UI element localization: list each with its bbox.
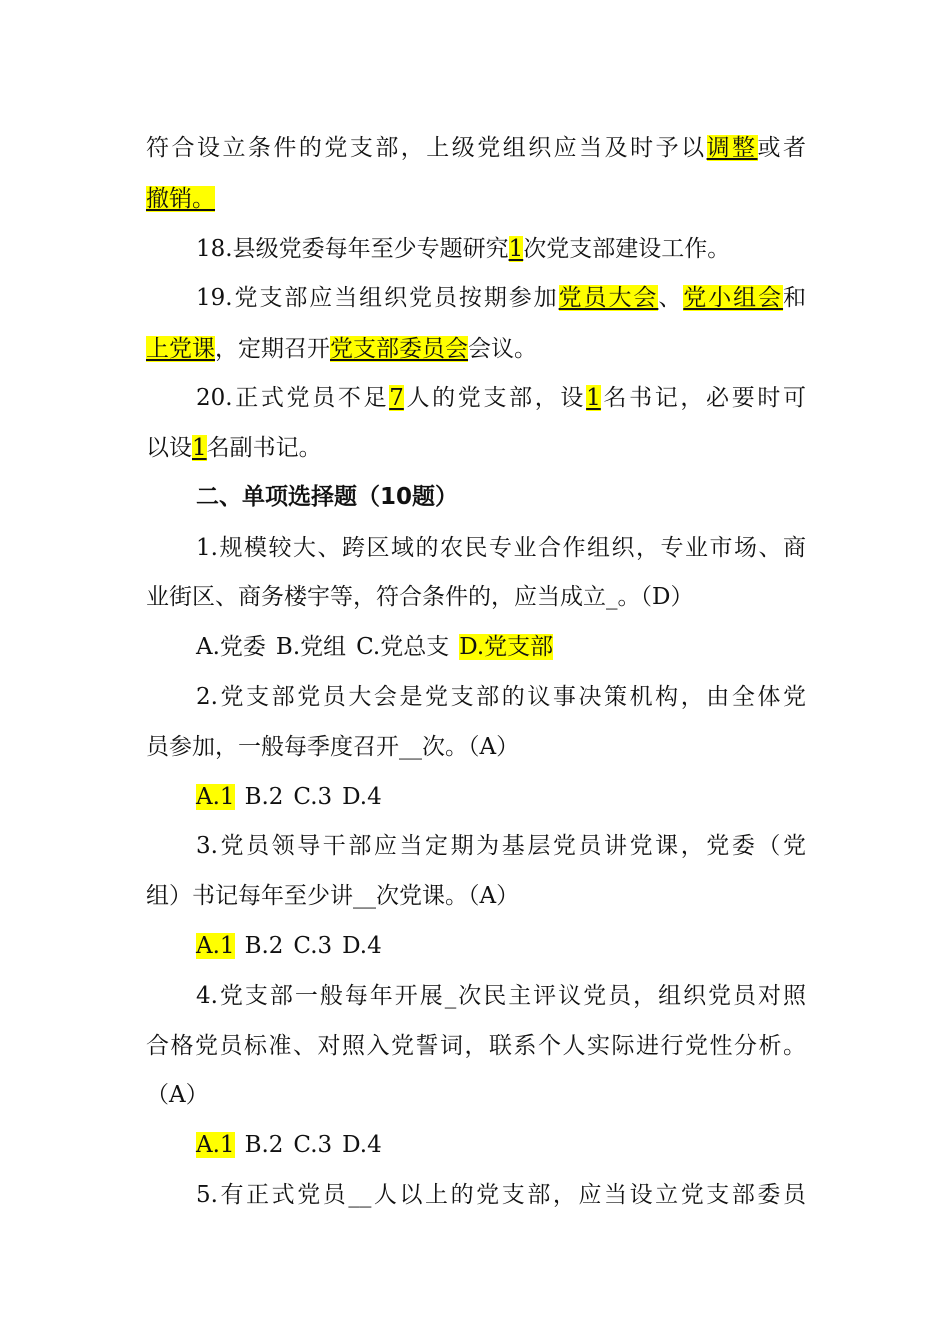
correct-option: A.1 — [196, 933, 235, 959]
option: B.2 — [244, 784, 284, 810]
question-1 — [196, 528, 806, 568]
question-3 — [196, 826, 806, 866]
question-19 — [196, 278, 806, 318]
answer-highlight: 党员大会 — [558, 285, 659, 311]
text-segment: 合格党员标准、对照入党誓词，联系个人实际进行党性分析。 — [146, 1033, 806, 1059]
text-segment: 、 — [658, 285, 684, 311]
text-line — [146, 428, 806, 468]
text-segment: 3.党员领导干部应当定期为基层党员讲党课，党委（党 — [196, 833, 806, 859]
text-segment: 以设 — [146, 435, 192, 461]
text-line — [146, 179, 806, 219]
answer-highlight: 撤销。 — [146, 186, 215, 212]
answer-highlight: 党小组会 — [683, 285, 784, 311]
option: D.4 — [342, 1132, 382, 1158]
answer-highlight: 7 — [389, 385, 404, 411]
text-line — [146, 1075, 806, 1115]
text-segment: 和 — [783, 285, 807, 311]
options-line — [196, 1125, 806, 1165]
text-segment: （A） — [146, 1082, 209, 1108]
text-segment: 组）书记每年至少讲__次党课。（A） — [146, 883, 520, 909]
text-segment: 18.县级党委每年至少专题研究 — [196, 236, 509, 262]
text-line — [146, 1026, 806, 1066]
text-segment: 业街区、商务楼宇等，符合条件的，应当成立_。（D） — [146, 584, 694, 610]
option: C.3 — [293, 933, 333, 959]
text-segment: 符合设立条件的党支部，上级党组织应当及时予以 — [146, 135, 707, 161]
text-line — [146, 329, 806, 369]
option: C.3 — [293, 784, 333, 810]
text-segment: 或者 — [757, 135, 807, 161]
option: D.4 — [342, 933, 382, 959]
text-segment: 名书记，必要时可 — [600, 385, 807, 411]
options-line — [196, 627, 806, 667]
text-segment: 人的党支部，设 — [403, 385, 587, 411]
correct-option: A.1 — [196, 784, 235, 810]
text-line — [146, 876, 806, 916]
option: B.党组 — [275, 634, 347, 660]
text-line — [146, 128, 806, 168]
text-segment: 次党支部建设工作。 — [523, 236, 731, 262]
option: C.党总支 — [356, 634, 450, 660]
question-18 — [196, 229, 806, 269]
options-line — [196, 777, 806, 817]
text-segment: 4.党支部一般每年开展_次民主评议党员，组织党员对照 — [196, 983, 806, 1009]
text-segment: 员参加，一般每季度召开__次。（A） — [146, 734, 520, 760]
question-20 — [196, 378, 806, 418]
heading-text: 二、单项选择题（10题） — [196, 484, 459, 510]
option: C.3 — [293, 1132, 333, 1158]
options-line — [196, 926, 806, 966]
text-segment: 5.有正式党员__人以上的党支部，应当设立党支部委员 — [196, 1182, 806, 1208]
answer-highlight: 1 — [508, 236, 524, 262]
answer-highlight: 上党课 — [146, 336, 215, 362]
text-segment: 名副书记。 — [206, 435, 322, 461]
option: B.2 — [244, 933, 284, 959]
answer-highlight: 调整 — [706, 135, 758, 161]
section-heading — [196, 477, 806, 517]
option: A.党委 — [196, 634, 266, 660]
text-segment: ，定期召开 — [215, 336, 330, 362]
text-segment: 2.党支部党员大会是党支部的议事决策机构，由全体党 — [196, 684, 806, 710]
text-line — [146, 577, 806, 617]
correct-option: D.党支部 — [459, 634, 554, 660]
answer-highlight: 党支部委员会 — [330, 336, 468, 362]
text-segment: 会议。 — [468, 336, 537, 362]
text-segment: 20.正式党员不足 — [196, 385, 390, 411]
text-line — [146, 727, 806, 767]
text-segment: 1.规模较大、跨区域的农民专业合作组织，专业市场、商 — [196, 535, 806, 561]
question-2 — [196, 677, 806, 717]
question-4 — [196, 976, 806, 1016]
option: B.2 — [244, 1132, 284, 1158]
question-5 — [196, 1175, 806, 1215]
option: D.4 — [342, 784, 382, 810]
text-segment: 19.党支部应当组织党员按期参加 — [196, 285, 559, 311]
answer-highlight: 1 — [192, 435, 207, 461]
correct-option: A.1 — [196, 1132, 235, 1158]
answer-highlight: 1 — [586, 385, 601, 411]
